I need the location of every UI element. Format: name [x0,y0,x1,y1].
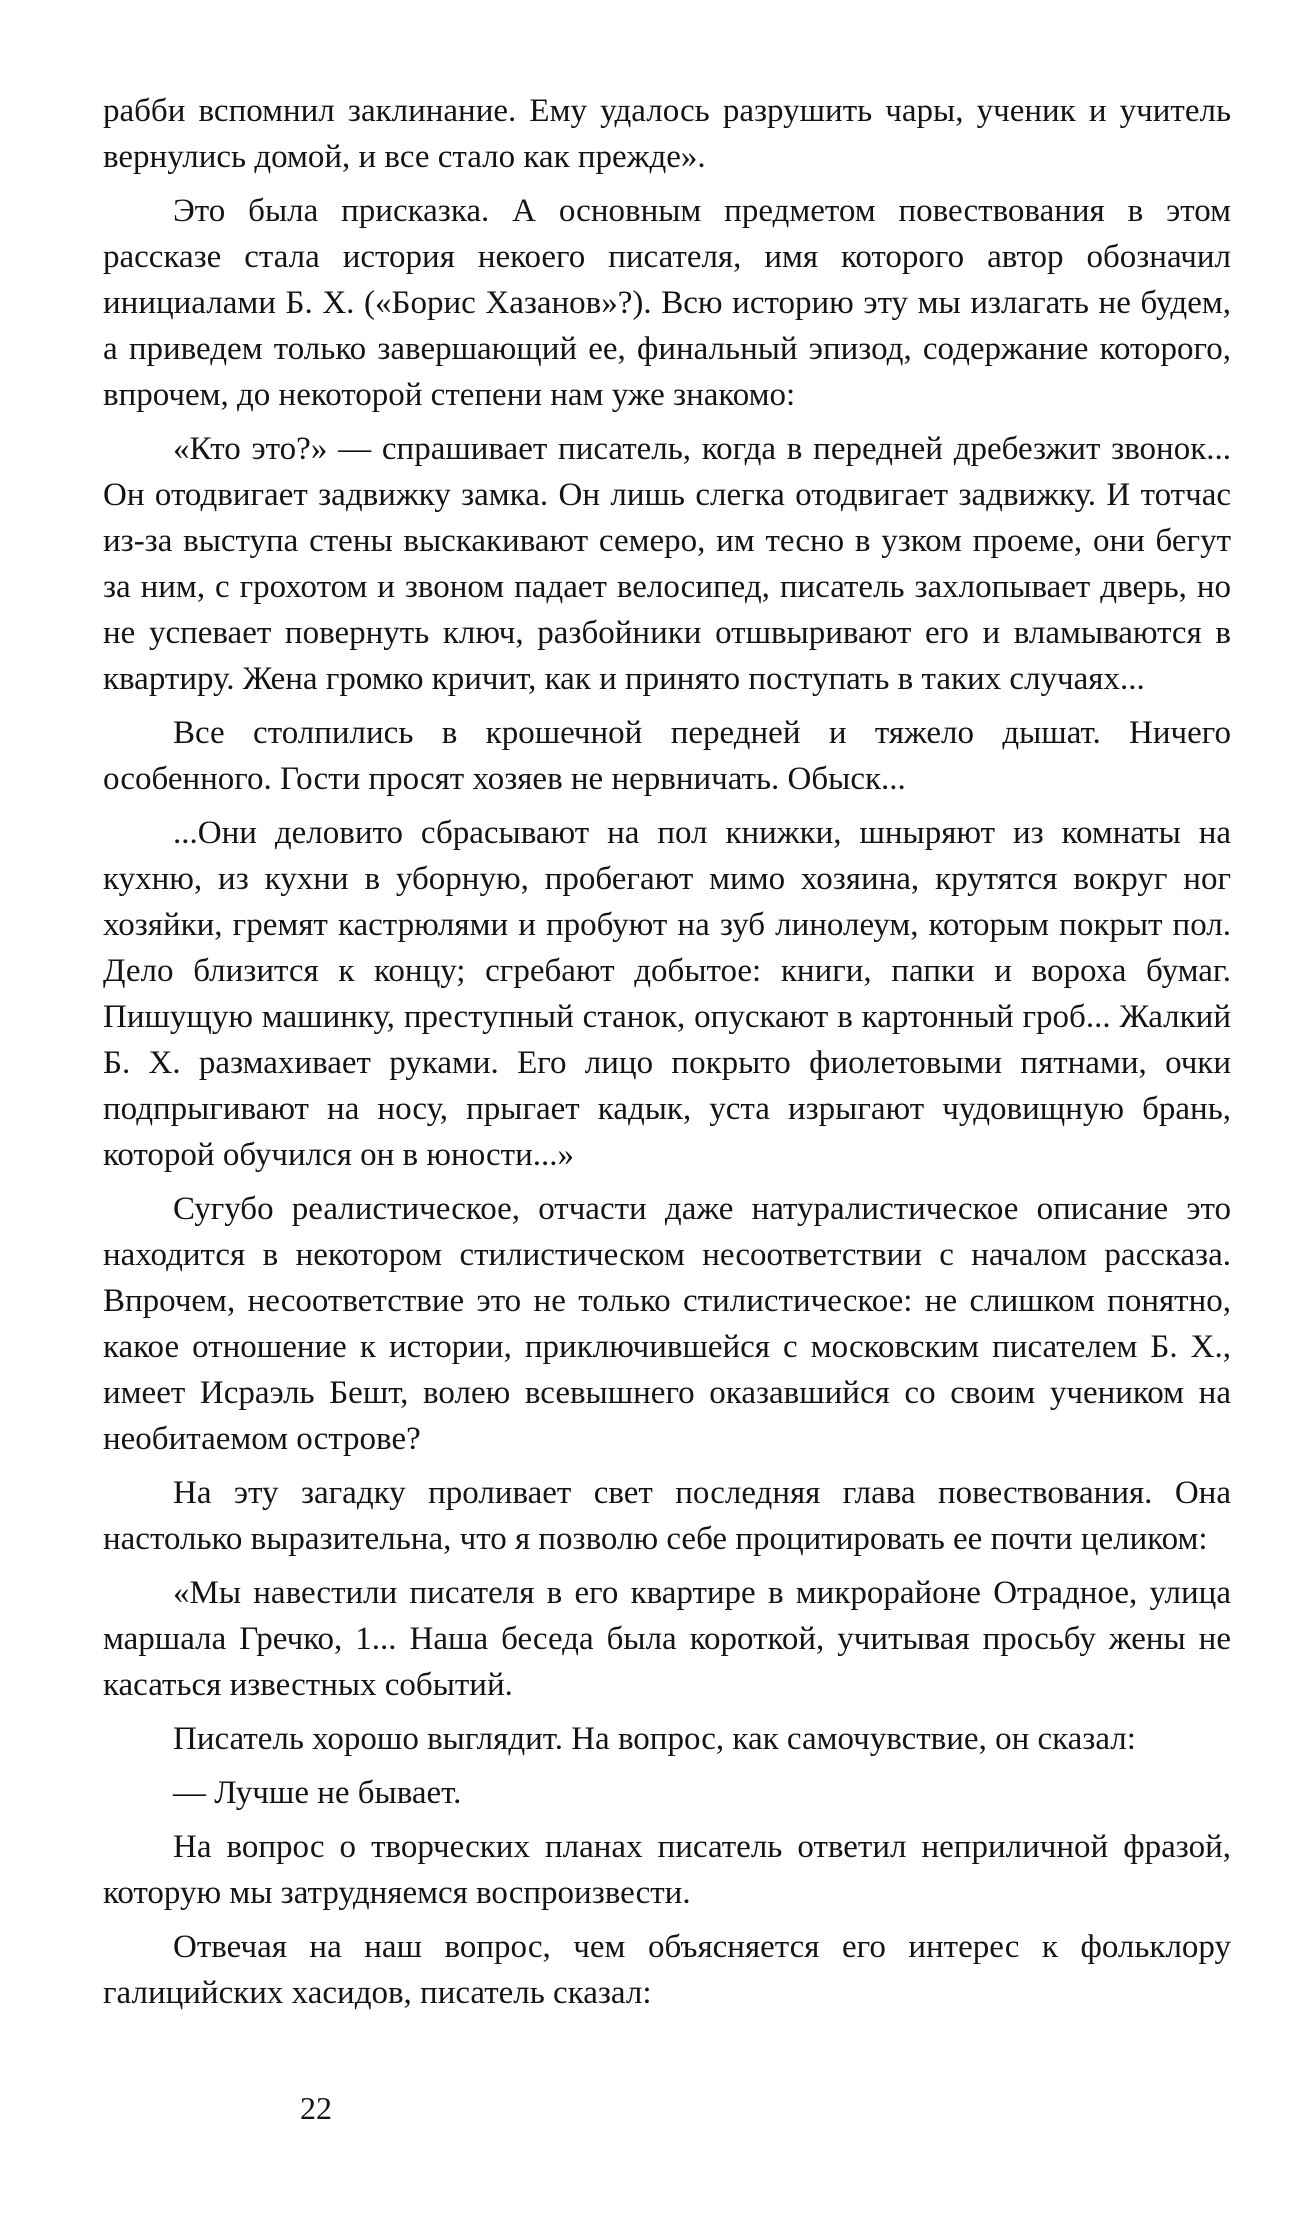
paragraph-5: ...Они деловито сбрасывают на пол книжки, шныряют из комнаты на кухню, из кухни в уборную, пробегают мимо хозяина, крутятся вокруг ног хозяйки, гремят кастрюлями и пробуют на зуб линолеум, которым покрыт пол. Дело близится к концу; сгребают добытое: книги, папки и вороха бумаг. Пишущую машинку, преступный станок, опускают в картонный гроб... Жалкий Б. Х. размахивает руками. Его лицо покрыто фиолетовыми пятнами, очки подпрыгивают на носу, прыгает кадык, уста изрыгают чудовищную брань, которой обучился он в юности...» [103,815,1231,1173]
paragraph-3: «Кто это?» — спрашивает писатель, когда в передней дребезжит звонок... Он отодвигает задвижку замка. Он лишь слегка отодвигает задвижку. И тотчас из-за выступа стены выскакивают семеро, им тесно в узком проеме, они бегут за ним, с грохотом и звоном падает велосипед, писатель захлопывает дверь, но не успевает повернуть ключ, разбойники отшвыривают его и вламываются в квартиру. Жена громко кричит, как и принято поступать в таких случаях... [103,431,1231,697]
paragraph-10: — Лучше не бывает. [173,1775,462,1811]
paragraph-6: Сугубо реалистическое, отчасти даже натуралистическое описание это находится в некотором стилистическом несоответствии с началом рассказа. Впрочем, несоответствие это не только стилистическое: не слишком понятно, какое отношение к истории, приключившейся с московским писателем Б. Х., имеет Исраэль Бешт, волею всевышнего оказавшийся со своим учеником на необитаемом острове? [103,1191,1231,1457]
paragraph-12: Отвечая на наш вопрос, чем объясняется его интерес к фольклору галицийских хасидов, писатель сказал: [103,1929,1231,2011]
page-number: 22 [300,2090,332,2126]
paragraph-11: На вопрос о творческих планах писатель ответил неприличной фразой, которую мы затрудняемся воспроизвести. [103,1829,1231,1911]
paragraph-7: На эту загадку проливает свет последняя глава повествования. Она настолько выразительна, что я позволю себе процитировать ее почти целиком: [103,1475,1231,1557]
paragraph-2: Это была присказка. А основным предметом повествования в этом рассказе стала история некоего писателя, имя которого автор обозначил инициалами Б. Х. («Борис Хазанов»?). Всю историю эту мы излагать не будем, а приведем только завершающий ее, финальный эпизод, содержание которого, впрочем, до некоторой степени нам уже знакомо: [103,193,1231,413]
paragraph-8: «Мы навестили писателя в его квартире в микрорайоне Отрадное, улица маршала Гречко, 1... Наша беседа была короткой, учитывая просьбу жены не касаться известных событий. [103,1575,1231,1703]
paragraph-4: Все столпились в крошечной передней и тяжело дышат. Ничего особенного. Гости просят хозяев не нервничать. Обыск... [103,715,1231,797]
paragraph-1: рабби вспомнил заклинание. Ему удалось разрушить чары, ученик и учитель вернулись домой, и все стало как прежде». [103,93,1231,175]
page-body [103,88,1231,2024]
paragraph-9: Писатель хорошо выглядит. На вопрос, как самочувствие, он сказал: [173,1721,1136,1757]
